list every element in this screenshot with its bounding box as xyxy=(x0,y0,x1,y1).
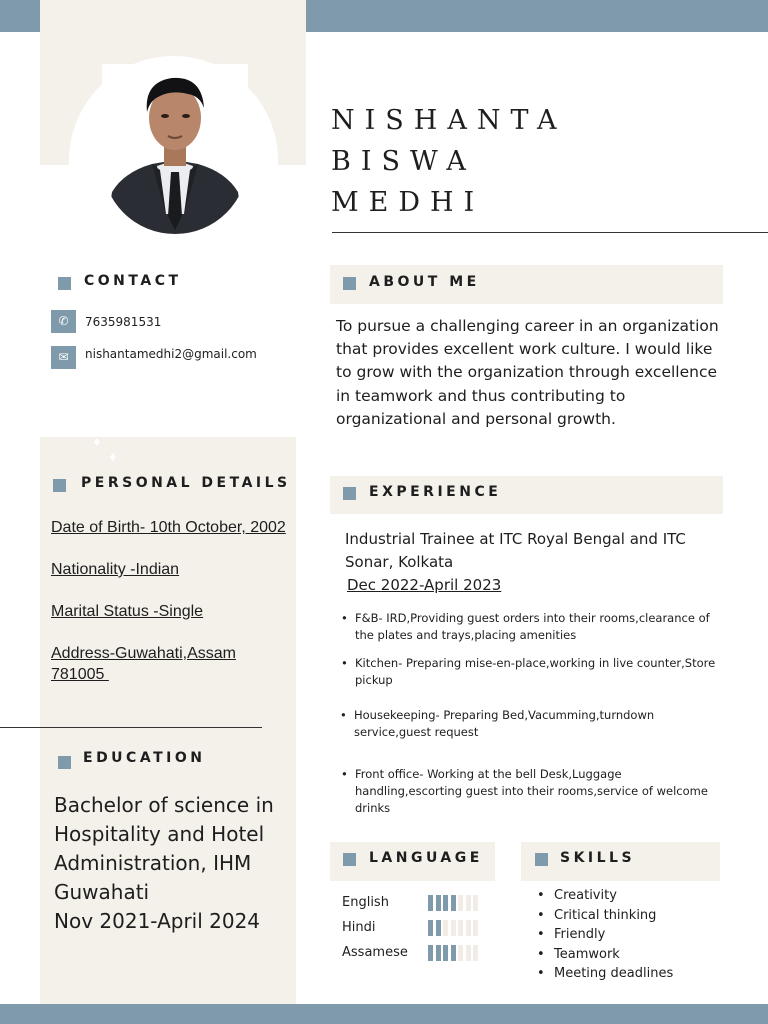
experience-heading: EXPERIENCE xyxy=(369,484,502,500)
language-level-segment xyxy=(443,895,448,911)
experience-bullet xyxy=(341,655,725,689)
language-level-segment xyxy=(473,895,478,911)
language-level-segment xyxy=(436,895,441,911)
education-line: Guwahati xyxy=(54,880,150,904)
name-line-2: BISWA xyxy=(331,146,476,177)
education-line: Bachelor of science in xyxy=(54,793,274,817)
bullet-dot-icon: • xyxy=(341,767,348,781)
language-level-segment xyxy=(428,920,433,936)
map-pin-icon: ♦ xyxy=(92,436,102,449)
profile-photo xyxy=(102,64,248,234)
contact-heading: CONTACT xyxy=(84,273,182,289)
map-pin-icon: ♦ xyxy=(108,451,118,464)
language-level-segment xyxy=(428,945,433,961)
about-text: To pursue a challenging career in an organization that provides excellent work culture. I would like to grow with the organization through excellence in teamwork and thus contributing to organizational and personal growth. xyxy=(336,317,719,428)
language-square-icon xyxy=(343,853,356,866)
language-level-bar xyxy=(428,945,481,961)
language-name: English xyxy=(342,895,389,910)
language-level-segment xyxy=(436,920,441,936)
skills-square-icon xyxy=(535,853,548,866)
bullet-dot-icon: • xyxy=(341,611,348,625)
language-level-segment xyxy=(451,945,456,961)
language-name: Assamese xyxy=(342,945,408,960)
experience-dates: Dec 2022-April 2023 xyxy=(347,576,502,594)
education-line: Hospitality and Hotel xyxy=(54,822,265,846)
language-name: Hindi xyxy=(342,920,376,935)
nationality: Nationality -Indian xyxy=(51,561,180,578)
name-line-3: MEDHI xyxy=(331,187,485,218)
left-divider xyxy=(0,727,262,728)
language-level-segment xyxy=(451,920,456,936)
skills-heading: SKILLS xyxy=(560,850,636,866)
skill-item: • Creativity xyxy=(537,886,737,906)
education-square-icon xyxy=(58,756,71,769)
date-of-birth: Date of Birth- 10th October, 2002 xyxy=(51,519,286,536)
language-level-segment xyxy=(458,945,463,961)
language-level-segment xyxy=(473,920,478,936)
language-level-segment xyxy=(451,895,456,911)
language-level-segment xyxy=(466,945,471,961)
experience-bullet-text: Housekeeping- Preparing Bed,Vacumming,turndown service,guest request xyxy=(354,708,655,739)
address-line-2: 781005 xyxy=(51,666,109,683)
bottom-band xyxy=(0,1004,768,1024)
email-icon: ✉ xyxy=(51,346,76,369)
about-square-icon xyxy=(343,277,356,290)
address-line-1: Address-Guwahati,Assam xyxy=(51,645,236,662)
language-level-segment xyxy=(428,895,433,911)
language-level-segment xyxy=(466,895,471,911)
skill-item: • Teamwork xyxy=(537,945,737,965)
contact-email[interactable]: nishantamedhi2@gmail.com xyxy=(85,347,257,361)
experience-bullet-text: Kitchen- Preparing mise-en-place,working in live counter,Store pickup xyxy=(355,656,716,687)
language-level-bar xyxy=(428,895,481,911)
candidate-name xyxy=(331,100,731,223)
experience-square-icon xyxy=(343,487,356,500)
skill-item: • Critical thinking xyxy=(537,906,737,926)
experience-bullet-text: Front office- Working at the bell Desk,Luggage handling,escorting guest into their rooms,service of welcome drinks xyxy=(355,767,708,815)
language-heading: LANGUAGE xyxy=(369,850,483,866)
marital-status: Marital Status -Single xyxy=(51,603,204,620)
bullet-dot-icon: • xyxy=(340,708,347,722)
personal-square-icon xyxy=(53,479,66,492)
bullet-dot-icon: • xyxy=(341,656,348,670)
education-line: Administration, IHM xyxy=(54,851,252,875)
language-level-segment xyxy=(458,920,463,936)
education-heading: EDUCATION xyxy=(83,750,206,766)
skill-item: • Meeting deadlines xyxy=(537,964,737,984)
personal-heading: PERSONAL DETAILS xyxy=(81,475,291,491)
skill-item: • Friendly xyxy=(537,925,737,945)
language-level-bar xyxy=(428,920,481,936)
language-level-segment xyxy=(443,945,448,961)
phone-icon: ✆ xyxy=(51,310,76,333)
contact-square-icon xyxy=(58,277,71,290)
language-level-segment xyxy=(466,920,471,936)
experience-bullet xyxy=(341,610,725,644)
language-level-segment xyxy=(436,945,441,961)
experience-bullet xyxy=(341,766,720,817)
experience-title: Industrial Trainee at ITC Royal Bengal and ITC Sonar, Kolkata xyxy=(345,530,686,571)
language-level-segment xyxy=(473,945,478,961)
education-details xyxy=(54,791,294,936)
experience-bullet-text: F&B- IRD,Providing guest orders into their rooms,clearance of the plates and trays,placing amenities xyxy=(355,611,710,642)
name-divider xyxy=(332,232,768,233)
name-line-1: NISHANTA xyxy=(331,105,567,136)
language-level-segment xyxy=(458,895,463,911)
language-level-segment xyxy=(443,920,448,936)
skills-list xyxy=(537,886,737,984)
experience-bullet xyxy=(340,707,724,741)
contact-phone: 7635981531 xyxy=(85,315,162,329)
education-line: Nov 2021-April 2024 xyxy=(54,909,261,933)
about-heading: ABOUT ME xyxy=(369,274,480,290)
